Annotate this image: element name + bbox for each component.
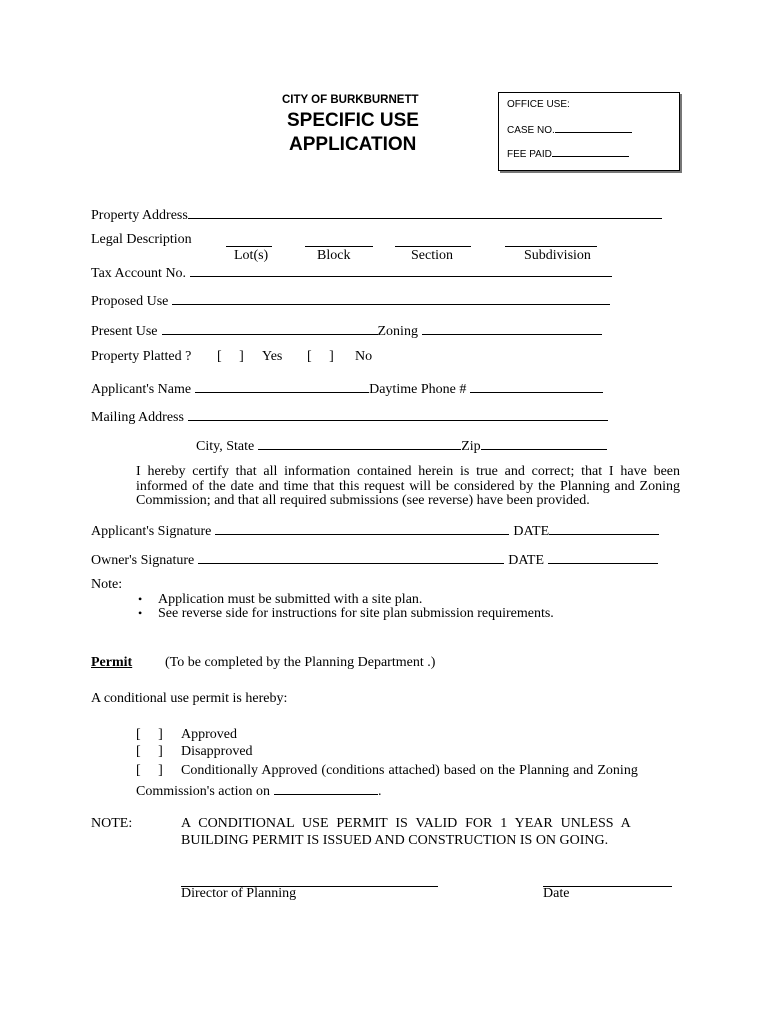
fee-paid-label: FEE PAID (507, 149, 552, 160)
owner-signature-line[interactable] (198, 550, 504, 564)
legal-description-label: Legal Description (91, 232, 192, 247)
approved-checkbox[interactable]: [ ] (136, 727, 163, 742)
permit-intro: A conditional use permit is hereby: (91, 691, 288, 706)
applicant-date-label: DATE (513, 524, 550, 539)
validity-note-label: NOTE: (91, 816, 133, 831)
city-name: CITY OF BURKBURNETT (282, 94, 419, 106)
daytime-phone-line[interactable] (470, 379, 603, 393)
zoning-line[interactable] (422, 321, 602, 335)
owner-date-line[interactable] (548, 550, 658, 564)
case-no-label: CASE NO. (507, 125, 555, 136)
proposed-use-line[interactable] (172, 291, 610, 305)
disapproved-label: Disapproved (181, 744, 253, 759)
block-label: Block (317, 248, 351, 263)
bullet-icon: • (138, 592, 143, 606)
note-bullet-1: Application must be submitted with a site plan. (158, 592, 423, 607)
proposed-use-label: Proposed Use (91, 294, 169, 309)
permit-instruction: (To be completed by the Planning Department .) (165, 655, 436, 670)
form-title-line2: APPLICATION (289, 134, 417, 155)
applicant-date-line[interactable] (549, 521, 659, 535)
subdivision-line[interactable] (505, 234, 597, 247)
applicant-name-label: Applicant's Name (91, 382, 192, 397)
present-use-line[interactable] (162, 321, 378, 335)
subdivision-label: Subdivision (524, 248, 591, 263)
applicant-name-line[interactable] (195, 379, 369, 393)
zip-label: Zip (461, 439, 481, 454)
director-signature-line[interactable] (181, 873, 438, 887)
tax-account-line[interactable] (190, 263, 612, 277)
owner-signature-label: Owner's Signature (91, 553, 195, 568)
property-address-row (91, 205, 662, 223)
footer-date-label: Date (543, 886, 570, 901)
certification-text: I hereby certify that all information contained herein is true and correct; that I have been informed of the date and time that this request will be considered by the Planning and Zoning Commission; and that all required submissions (see reverse) have been provided. (136, 464, 680, 508)
proposed-use-row (91, 291, 610, 309)
applicant-signature-label: Applicant's Signature (91, 524, 212, 539)
platted-no-label: No (355, 349, 373, 364)
present-use-row (91, 321, 602, 339)
permit-heading: Permit (91, 655, 133, 670)
commission-action-line[interactable] (274, 781, 378, 795)
property-platted-label: Property Platted ? (91, 349, 192, 364)
approved-label: Approved (181, 727, 237, 742)
section-label: Section (411, 248, 453, 263)
zip-line[interactable] (481, 436, 607, 450)
commission-action-row (136, 781, 381, 799)
note-label: Note: (91, 577, 123, 592)
block-line[interactable] (305, 234, 373, 247)
lots-line[interactable] (226, 234, 272, 247)
city-state-line[interactable] (258, 436, 461, 450)
note-bullet-2: See reverse side for instructions for site plan submission requirements. (158, 606, 554, 621)
property-address-line[interactable] (188, 205, 662, 219)
platted-no-checkbox[interactable]: [ ] (307, 349, 334, 364)
conditionally-approved-checkbox[interactable]: [ ] (136, 763, 163, 778)
director-label: Director of Planning (181, 886, 297, 901)
property-address-label: Property Address (91, 208, 188, 223)
footer-date-line[interactable] (543, 873, 672, 887)
tax-account-row (91, 263, 612, 281)
owner-signature-row (91, 550, 658, 568)
case-no-field[interactable] (507, 123, 632, 136)
mailing-address-line[interactable] (188, 407, 608, 421)
tax-account-label: Tax Account No. (91, 266, 187, 281)
bullet-icon: • (138, 606, 143, 620)
mailing-address-row (91, 407, 608, 425)
office-use-heading: OFFICE USE: (507, 99, 570, 110)
platted-yes-checkbox[interactable]: [ ] (217, 349, 244, 364)
city-state-row (196, 436, 607, 454)
validity-line2: BUILDING PERMIT IS ISSUED AND CONSTRUCTION IS ON GOING. (181, 833, 609, 848)
owner-date-label: DATE (508, 553, 545, 568)
lots-label: Lot(s) (234, 248, 269, 263)
daytime-phone-label: Daytime Phone # (369, 382, 467, 397)
form-title-line1: SPECIFIC USE (287, 110, 419, 131)
validity-line1: A CONDITIONAL USE PERMIT IS VALID FOR 1 YEAR UNLESS A (181, 816, 631, 831)
applicant-name-row (91, 379, 603, 397)
office-use-box (498, 92, 680, 171)
commission-action-period: . (377, 784, 382, 799)
conditionally-approved-label: Conditionally Approved (conditions attached) based on the Planning and Zoning (181, 763, 638, 778)
commission-action-label: Commission's action on (136, 784, 270, 799)
fee-paid-line[interactable] (552, 147, 629, 157)
disapproved-checkbox[interactable]: [ ] (136, 744, 163, 759)
section-line[interactable] (395, 234, 471, 247)
mailing-address-label: Mailing Address (91, 410, 184, 425)
platted-yes-label: Yes (262, 349, 283, 364)
fee-paid-field[interactable] (507, 147, 629, 160)
city-state-label: City, State (196, 439, 255, 454)
case-no-line[interactable] (555, 123, 632, 133)
applicant-signature-row (91, 521, 659, 539)
zoning-label: Zoning (377, 324, 418, 339)
applicant-signature-line[interactable] (215, 521, 509, 535)
present-use-label: Present Use (91, 324, 158, 339)
